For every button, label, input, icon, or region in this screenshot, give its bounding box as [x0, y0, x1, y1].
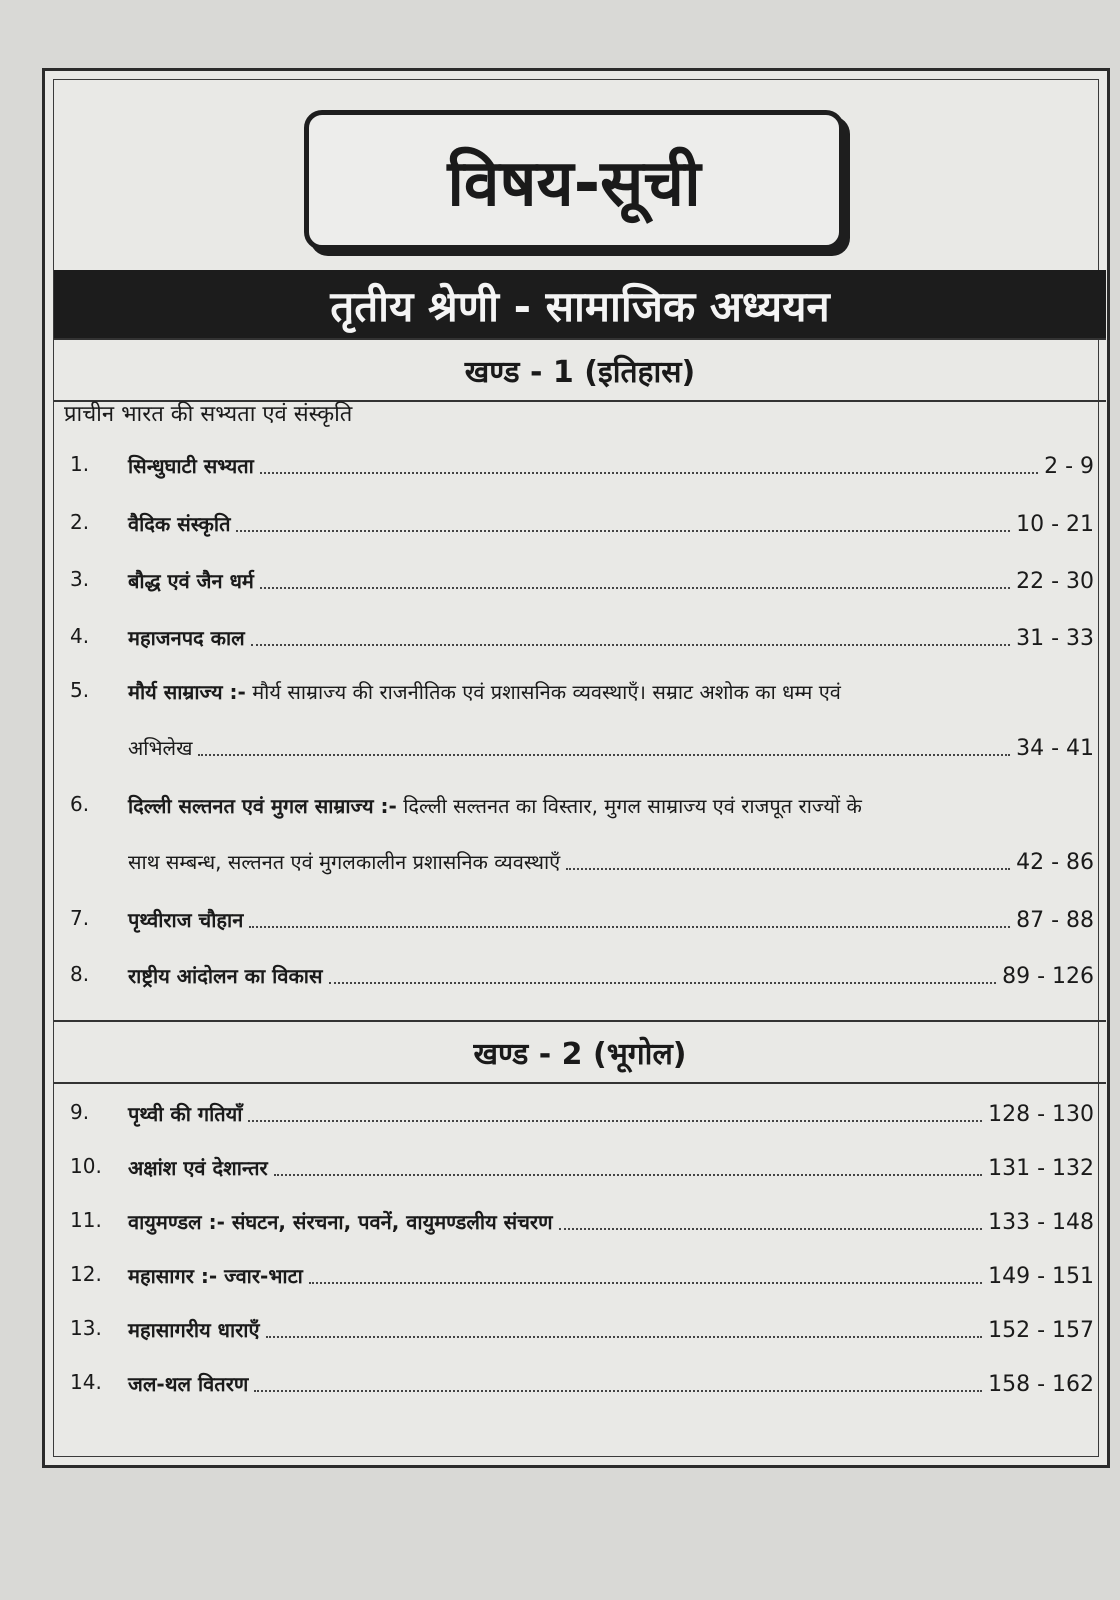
toc-entry[interactable]: [54, 1100, 1106, 1140]
entry-continuation: साथ सम्बन्ध, सल्तनत एवं मुगलकालीन प्रशासनिक व्यवस्थाएँ: [128, 850, 561, 874]
entry-number: 4.: [70, 624, 90, 648]
leader-dots: [559, 1228, 983, 1230]
entry-title: महासागरीय धाराएँ: [128, 1318, 260, 1342]
title-box: [304, 110, 844, 250]
toc-entry[interactable]: [54, 452, 1106, 492]
leader-dots: [251, 644, 1010, 646]
toc-entry[interactable]: [54, 1208, 1106, 1248]
entry-number: 7.: [70, 906, 90, 930]
subject-banner: तृतीय श्रेणी - सामाजिक अध्ययन: [54, 270, 1106, 340]
entry-title: वायुमण्डल :- संघटन, संरचना, पवनें, वायुमण्डलीय संचरण: [128, 1210, 553, 1234]
toc-entry[interactable]: [54, 792, 1106, 892]
entry-pages: 2 - 9: [1044, 454, 1094, 479]
leader-dots: [266, 1336, 983, 1338]
entry-title: अक्षांश एवं देशान्तर: [128, 1156, 268, 1180]
section-heading-history: खण्ड - 1 (इतिहास): [54, 338, 1106, 402]
entry-number: 9.: [70, 1100, 90, 1124]
toc-entry[interactable]: [54, 567, 1106, 607]
entry-title: सिन्धुघाटी सभ्यता: [128, 454, 254, 478]
entry-number: 11.: [70, 1208, 102, 1232]
entry-pages: 87 - 88: [1016, 908, 1094, 933]
entry-number: 5.: [70, 678, 90, 702]
entry-title: वैदिक संस्कृति: [128, 512, 231, 536]
page-inner-border: [53, 79, 1099, 1457]
entry-number: 12.: [70, 1262, 102, 1286]
entry-pages: 131 - 132: [988, 1156, 1094, 1181]
entry-description: [128, 678, 1086, 705]
toc-entry[interactable]: [54, 510, 1106, 550]
entry-number: 3.: [70, 567, 90, 591]
leader-dots: [198, 754, 1010, 756]
leader-dots: [260, 472, 1038, 474]
entry-pages: 152 - 157: [988, 1318, 1094, 1343]
entry-number: 10.: [70, 1154, 102, 1178]
leader-dots: [309, 1282, 982, 1284]
entry-pages: 149 - 151: [988, 1264, 1094, 1289]
entry-pages: 22 - 30: [1016, 569, 1094, 594]
toc-entry[interactable]: [54, 1154, 1106, 1194]
page-title: विषय-सूची: [447, 146, 701, 221]
section-heading-geography: खण्ड - 2 (भूगोल): [54, 1020, 1106, 1084]
entry-title: राष्ट्रीय आंदोलन का विकास: [128, 964, 323, 988]
entry-title: मौर्य साम्राज्य :-: [128, 680, 246, 704]
entry-number: 1.: [70, 452, 90, 476]
entry-pages: 89 - 126: [1002, 964, 1094, 989]
entry-detail: मौर्य साम्राज्य की राजनीतिक एवं प्रशासनिक व्यवस्थाएँ। सम्राट अशोक का धम्म एवं: [252, 680, 841, 704]
leader-dots: [236, 530, 1010, 532]
leader-dots: [274, 1174, 982, 1176]
toc-entry[interactable]: [54, 624, 1106, 664]
entry-continuation: अभिलेख: [128, 736, 193, 760]
entry-description: [128, 792, 1086, 819]
toc-entry[interactable]: [54, 1262, 1106, 1302]
entry-pages: 34 - 41: [1016, 736, 1094, 761]
entry-pages: 10 - 21: [1016, 512, 1094, 537]
entry-pages: 128 - 130: [988, 1102, 1094, 1127]
leader-dots: [254, 1390, 982, 1392]
leader-dots: [329, 982, 997, 984]
entry-pages: 31 - 33: [1016, 626, 1094, 651]
entry-title: बौद्ध एवं जैन धर्म: [128, 569, 254, 593]
toc-page: [42, 68, 1110, 1468]
entry-number: 6.: [70, 792, 90, 816]
entry-title: पृथ्वी की गतियाँ: [128, 1102, 243, 1126]
entry-number: 2.: [70, 510, 90, 534]
toc-entry[interactable]: [54, 1370, 1106, 1410]
entry-title: दिल्ली सल्तनत एवं मुगल साम्राज्य :-: [128, 794, 397, 818]
entry-number: 13.: [70, 1316, 102, 1340]
entry-detail: दिल्ली सल्तनत का विस्तार, मुगल साम्राज्य एवं राजपूत राज्यों के: [403, 794, 862, 818]
toc-entry[interactable]: [54, 678, 1106, 778]
leader-dots: [566, 868, 1010, 870]
entry-pages: 133 - 148: [988, 1210, 1094, 1235]
entry-number: 14.: [70, 1370, 102, 1394]
entry-number: 8.: [70, 962, 90, 986]
leader-dots: [260, 587, 1010, 589]
toc-entry[interactable]: [54, 906, 1106, 946]
entry-pages: 158 - 162: [988, 1372, 1094, 1397]
toc-entry[interactable]: [54, 962, 1106, 1002]
toc-entry[interactable]: [54, 1316, 1106, 1356]
section-subheading: प्राचीन भारत की सभ्यता एवं संस्कृति: [64, 402, 353, 427]
entry-title: जल-थल वितरण: [128, 1372, 249, 1396]
entry-pages: 42 - 86: [1016, 850, 1094, 875]
entry-title: महासागर :- ज्वार-भाटा: [128, 1264, 303, 1288]
entry-title: महाजनपद काल: [128, 626, 245, 650]
leader-dots: [249, 926, 1010, 928]
leader-dots: [248, 1120, 982, 1122]
entry-title: पृथ्वीराज चौहान: [128, 908, 244, 932]
